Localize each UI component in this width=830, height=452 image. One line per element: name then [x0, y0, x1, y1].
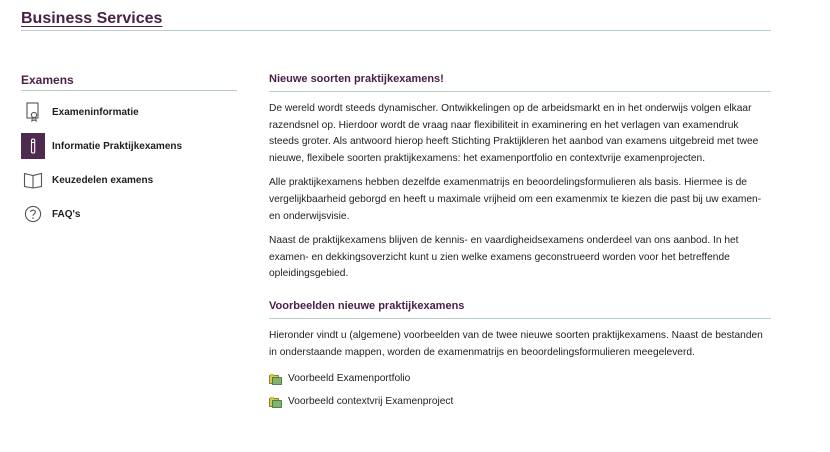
sidebar-item-label: Informatie Praktijkexamens: [52, 140, 183, 152]
certificate-icon: [21, 99, 45, 125]
folder-icon: [269, 396, 282, 408]
section-heading-voorbeelden: Voorbeelden nieuwe praktijkexamens: [269, 299, 771, 319]
question-icon: [21, 201, 45, 227]
sidebar-item-keuzedelen-examens[interactable]: [21, 163, 237, 197]
sidebar-item-label: Exameninformatie: [52, 106, 139, 118]
paragraph: Hieronder vindt u (algemene) voorbeelden van de twee nieuwe soorten praktijkexamens. Naast de bestanden in onderstaande mappen, worden de examenmatrijs en beoordelingsformulieren meegeleverd.: [269, 329, 763, 358]
title-divider: [21, 30, 771, 31]
main-content: [269, 72, 771, 410]
paragraph: De wereld wordt steeds dynamischer. Ontwikkelingen op de arbeidsmarkt en in het onderwijs volgen elkaar razendsnel op. Hierdoor wordt de vraag naar flexibiliteit in examinering en het verlagen van examendruk steeds groter. Als antwoord hierop heeft Stichting Praktijkleren het aanbod van examens uitgebreid met twee nieuwe, flexibele soorten praktijkexamens: het examenportfolio en contextvrije examenprojecten.: [269, 103, 759, 164]
link-voorbeeld-examenportfolio[interactable]: [269, 370, 771, 387]
sidebar: [21, 72, 237, 231]
paragraph: Naast de praktijkexamens blijven de kennis- en vaardigheidsexamens onderdeel van ons aanbod. In het examen- en dekkingsoverzicht kunt u zien welke examens geconstrueerd worden voor het betreffende opleidingsgebied.: [269, 235, 739, 280]
sidebar-item-faqs[interactable]: [21, 197, 237, 231]
sidebar-item-exameninformatie[interactable]: [21, 95, 237, 129]
folder-icon: [269, 373, 282, 385]
site-title[interactable]: Business Services: [21, 10, 163, 27]
sidebar-item-label: Keuzedelen examens: [52, 174, 154, 186]
info-icon: [21, 133, 45, 159]
section-heading-nieuwe-soorten: Nieuwe soorten praktijkexamens!: [269, 72, 771, 92]
link-label: Voorbeeld Examenportfolio: [288, 373, 411, 385]
sidebar-item-label: FAQ's: [52, 208, 81, 220]
link-label: Voorbeeld contextvrij Examenproject: [288, 396, 454, 408]
sidebar-item-informatie-praktijkexamens[interactable]: [21, 129, 237, 163]
book-icon: [21, 167, 45, 193]
sidebar-heading: Examens: [21, 72, 237, 91]
link-voorbeeld-contextvrij-examenproject[interactable]: [269, 393, 771, 410]
paragraph: Alle praktijkexamens hebben dezelfde examenmatrijs en beoordelingsformulieren als basis. Hiermee is de vergelijkbaarheid geborgd en heeft u maximale vrijheid om een examenmix te kiezen die past bij uw examen- en onderwijsvisie.: [269, 177, 762, 222]
